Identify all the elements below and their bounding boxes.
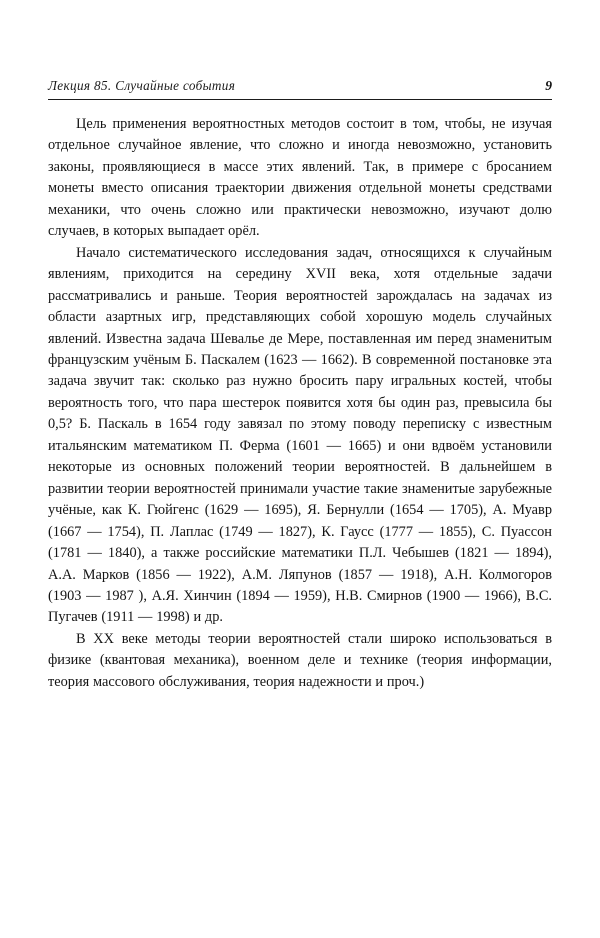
header-rule: [48, 99, 552, 100]
paragraph-1: Цель применения вероятностных методов состоит в том, чтобы, не изучая отдельное случайное явление, что сложно и иногда невозможно, установить законы, проявляющиеся в массе этих явлений. Так, в примере с бросанием монеты вместо описания траектории движения отдельной монеты средствами механики, что очень сложно или практически невозможно, изучают долю случаев, в которых выпадает орёл.: [48, 116, 552, 240]
page-number: 9: [545, 78, 552, 93]
running-head: [48, 78, 552, 94]
paragraph-3: В XX веке методы теории вероятностей стали широко использоваться в физике (квантовая механика), военном деле и технике (теория информации, теория массового обслуживания, теория надежности и проч.): [48, 630, 552, 690]
body-text: [48, 114, 552, 693]
running-head-title: Лекция 85. Случайные события: [48, 78, 236, 93]
paragraph-2: Начало систематического исследования задач, относящихся к случайным явлениям, приходится на середину XVII века, хотя отдельные задачи рассматривались и раньше. Теория вероятностей зарождалась на задачах из области азартных игр, представляющих собой хорошую модель случайных явлений. Известна задача Шевалье де Мере, поставленная им перед знаменитым французским учёным Б. Паскалем (1623 — 1662). В современной постановке эта задача звучит так: сколько раз нужно бросить пару игральных костей, чтобы вероятность того, что пара шестерок появится хотя бы один раз, превысила бы 0,5? Б. Паскаль в 1654 году завязал по этому поводу переписку с известным итальянским математиком П. Ферма (1601 — 1665) и они вдвоём установили некоторые из основных положений теории вероятностей. В дальнейшем в развитии теории вероятностей принимали участие такие знаменитые зарубежные учёные, как К. Гюйгенс (1629 — 1695), Я. Бернулли (1654 — 1705), А. Муавр (1667 — 1754), П. Лаплас (1749 — 1827), К. Гаусс (1777 — 1855), С. Пуассон (1781 — 1840), а также российские математики П.Л. Чебышев (1821 — 1894), А.А. Марков (1856 — 1922), А.М. Ляпунов (1857 — 1918), А.Н. Колмогоров (1903 — 1987 ), А.Я. Хинчин (1894 — 1959), Н.В. Смирнов (1900 — 1966), В.С. Пугачев (1911 — 1998) и др.: [48, 244, 552, 626]
